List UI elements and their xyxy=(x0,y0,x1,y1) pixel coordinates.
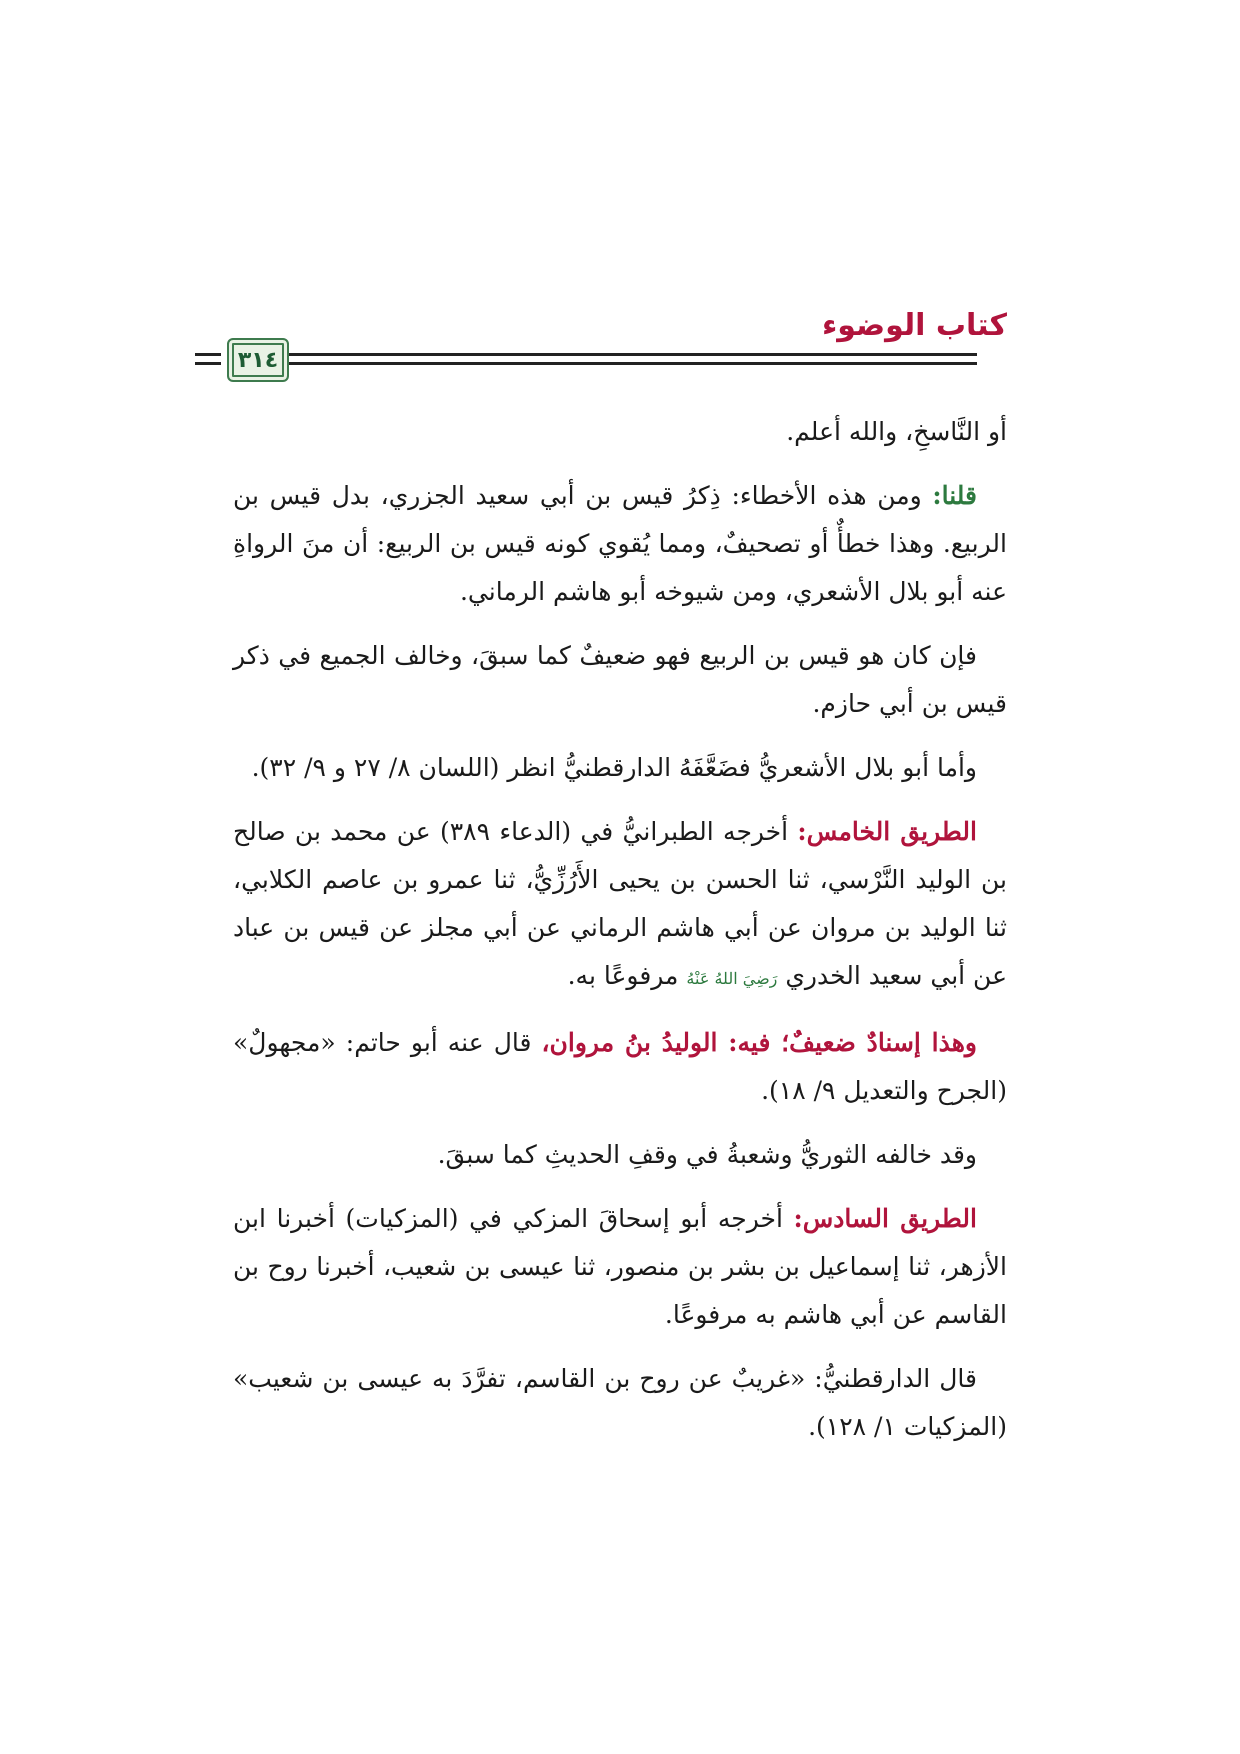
paragraph-text: وأما أبو بلال الأشعريُّ فضَعَّفَهُ الدارقطنيُّ انظر (اللسان ٨/ ٢٧ و ٩/ ٣٢). xyxy=(251,753,977,782)
paragraph-text: فإن كان هو قيس بن الربيع فهو ضعيفٌ كما سبقَ، وخالف الجميع في ذكر قيس بن أبي حازم. xyxy=(233,641,1007,718)
paragraph-text-end: مرفوعًا به. xyxy=(567,961,687,990)
paragraph-2 xyxy=(233,472,1007,616)
running-title: كتاب الوضوء xyxy=(821,308,1007,343)
paragraph-text: قال الدارقطنيُّ: «غريبٌ عن روح بن القاسم، تفرَّدَ به عيسى بن شعيب» (المزكيات ١/ ١٢٨). xyxy=(233,1364,1007,1441)
qulna-label: قلنا: xyxy=(932,481,977,510)
paragraph-4 xyxy=(233,744,1007,792)
paragraph-3 xyxy=(233,632,1007,728)
paragraph-8 xyxy=(233,1195,1007,1339)
paragraph-7 xyxy=(233,1131,1007,1179)
honorific-glyph: رَضِيَ اللهُ عَنْهُ xyxy=(686,969,778,988)
header-rule-left-top xyxy=(195,353,221,356)
page-header xyxy=(233,308,1007,382)
paragraph-text: ومن هذه الأخطاء: ذِكرُ قيس بن أبي سعيد الجزري، بدل قيس بن الربيع. وهذا خطأٌ أو تصحيفٌ، ومما يُقوي كونه قيس بن الربيع: أن منَ الرواةِ عنه أبو بلال الأشعري، ومن شيوخه أبو هاشم الرماني. xyxy=(233,481,1007,606)
header-rule-left-bottom xyxy=(195,362,221,365)
paragraph-9 xyxy=(233,1355,1007,1451)
paragraph-text: وقد خالفه الثوريُّ وشعبةُ في وقفِ الحديثِ كما سبقَ. xyxy=(437,1140,977,1169)
header-rule-bottom xyxy=(233,362,977,365)
paragraph-6 xyxy=(233,1019,1007,1115)
paragraph-text: أخرجه الطبرانيُّ في (الدعاء ٣٨٩) عن محمد بن صالح بن الوليد النَّرْسي، ثنا الحسن بن يحيى الأَرُزِّيُّ، ثنا عمرو بن عاصم الكلابي، ثنا الوليد بن مروان عن أبي هاشم الرماني عن أبي مجلز عن قيس بن عباد عن أبي سعيد الخدري xyxy=(233,817,1007,990)
page-number: ٣١٤ xyxy=(237,347,279,373)
fifth-route-label: الطريق الخامس: xyxy=(797,817,977,846)
paragraph-5 xyxy=(233,808,1007,1003)
sixth-route-label: الطريق السادس: xyxy=(793,1204,977,1233)
paragraph-text: أو النَّاسخِ، والله أعلم. xyxy=(786,417,1007,446)
page-body xyxy=(233,408,1007,1467)
paragraph-text: أخرجه أبو إسحاقَ المزكي في (المزكيات) أخبرنا ابن الأزهر، ثنا إسماعيل بن بشر بن منصور، ثنا عيسى بن شعيب، أخبرنا روح بن القاسم عن أبي هاشم به مرفوعًا. xyxy=(233,1204,1007,1329)
header-rule-top xyxy=(233,353,977,356)
paragraph-text: قال عنه أبو حاتم: «مجهولٌ» (الجرح والتعديل ٩/ ١٨). xyxy=(233,1028,1007,1105)
page-number-badge xyxy=(227,338,289,382)
paragraph-1 xyxy=(233,408,1007,456)
isnad-grade: وهذا إسنادٌ ضعيفٌ؛ فيه: الوليدُ بنُ مروان، xyxy=(541,1028,977,1057)
